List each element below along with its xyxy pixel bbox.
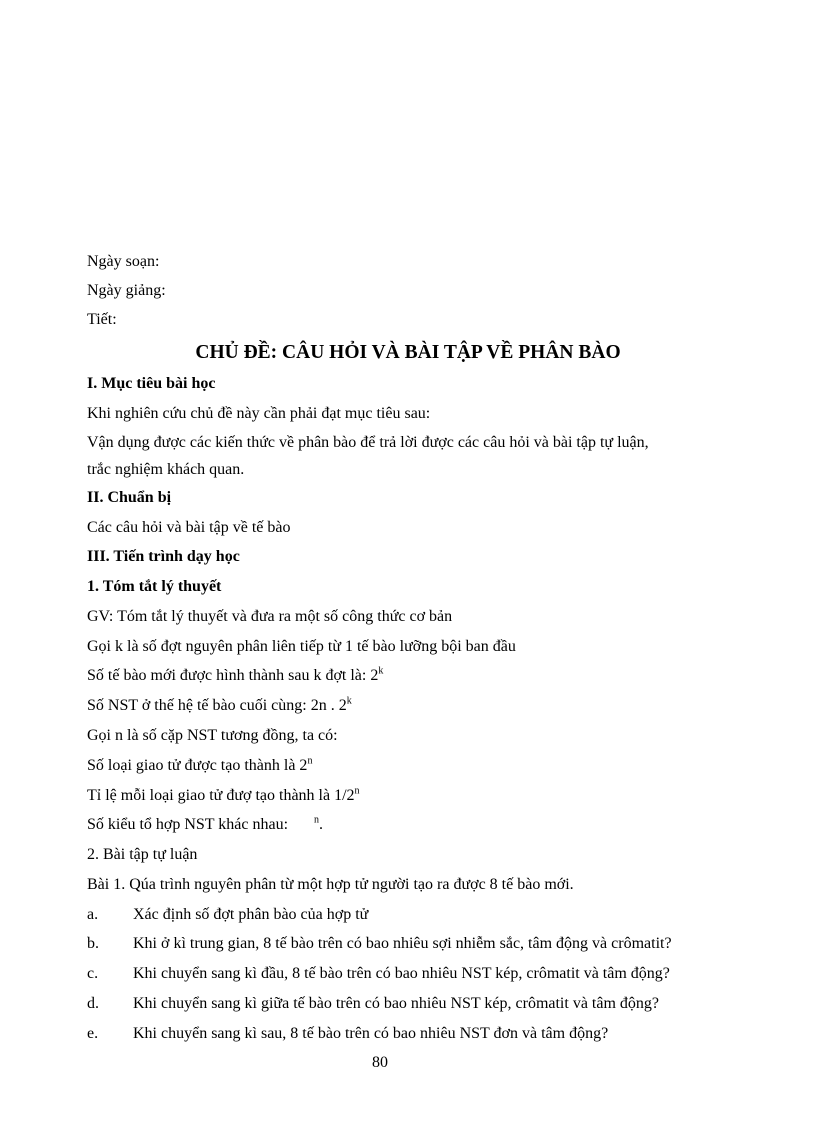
section-1-paragraph-1: Khi nghiên cứu chủ đề này cần phải đạt mục tiêu sau: — [87, 405, 431, 422]
exercise-item-letter: d. — [87, 995, 99, 1012]
section-1-paragraph-2b: trắc nghiệm khách quan. — [87, 461, 245, 478]
exercise-item-letter: a. — [87, 906, 99, 923]
exercise-item-letter: e. — [87, 1025, 99, 1042]
formula-line-6 — [87, 786, 360, 806]
ngay-soan-label: Ngày soạn: — [87, 253, 160, 270]
formula-line-6-exponent: n — [354, 785, 360, 797]
page-title: CHỦ ĐỀ: CÂU HỎI VÀ BÀI TẬP VỀ PHÂN BÀO — [195, 342, 621, 363]
formula-line-2-text: Số tế bào mới được hình thành sau k đợt là: 2 — [87, 667, 379, 684]
formula-line-7-text: Số kiểu tổ hợp NST khác nhau: — [87, 816, 289, 833]
ngay-giang-label: Ngày giảng: — [87, 282, 166, 299]
formula-line-2 — [87, 666, 383, 686]
formula-line-5-text: Số loại giao tử được tạo thành là 2 — [87, 757, 308, 774]
exercise-item-text: Xác định số đợt phân bào của hợp tử — [133, 906, 369, 923]
exercise-item-text: Khi chuyển sang kì sau, 8 tế bào trên có bao nhiêu NST đơn và tâm động? — [133, 1025, 609, 1042]
formula-line-7-end: . — [319, 816, 324, 833]
exercise-item-letter: c. — [87, 965, 99, 982]
exercise-item-text: Khi chuyển sang kì giữa tế bào trên có bao nhiêu NST kép, crômatit và tâm động? — [133, 995, 660, 1012]
exercise-1: Bài 1. Qúa trình nguyên phân từ một hợp tử người tạo ra được 8 tế bào mới. — [87, 876, 574, 893]
formula-line-3-text: Số NST ở thế hệ tế bào cuối cùng: 2n . 2 — [87, 697, 347, 714]
formula-line-5-exponent: n — [307, 755, 313, 767]
page-number: 80 — [372, 1054, 388, 1071]
formula-line-3-exponent: k — [346, 695, 352, 707]
formula-line-7-exponent: n — [314, 814, 320, 826]
section-2-heading: II. Chuẩn bị — [87, 489, 172, 506]
gv-line: GV: Tóm tắt lý thuyết và đưa ra một số công thức cơ bản — [87, 608, 453, 625]
subsection-2-heading: 2. Bài tập tự luận — [87, 846, 198, 863]
exercise-item-text: Khi ở kì trung gian, 8 tế bào trên có bao nhiêu sợi nhiễm sắc, tâm động và crômatit? — [133, 935, 672, 952]
formula-line-5 — [87, 756, 312, 776]
subsection-1-heading: 1. Tóm tắt lý thuyết — [87, 578, 222, 595]
section-1-paragraph-2a: Vận dụng được các kiến thức về phân bào để trả lời được các câu hỏi và bài tập tự luận, — [87, 434, 649, 451]
exercise-item-text: Khi chuyển sang kì đầu, 8 tế bào trên có bao nhiêu NST kép, crômatit và tâm động? — [133, 965, 670, 982]
exercise-item-letter: b. — [87, 935, 99, 952]
formula-line-2-exponent: k — [378, 665, 384, 677]
section-3-heading: III. Tiến trình dạy học — [87, 548, 240, 565]
formula-line-7 — [87, 815, 323, 835]
formula-line-4: Gọi n là số cặp NST tương đồng, ta có: — [87, 727, 338, 744]
formula-line-3 — [87, 696, 352, 716]
formula-line-6-text: Tỉ lệ mỗi loại giao tử đượ tạo thành là 1/2 — [87, 787, 355, 804]
section-2-paragraph: Các câu hỏi và bài tập về tế bào — [87, 519, 291, 536]
section-1-heading: I. Mục tiêu bài học — [87, 375, 216, 392]
formula-line-1: Gọi k là số đợt nguyên phân liên tiếp từ 1 tế bào lưỡng bội ban đầu — [87, 638, 516, 655]
tiet-label: Tiết: — [87, 311, 117, 328]
